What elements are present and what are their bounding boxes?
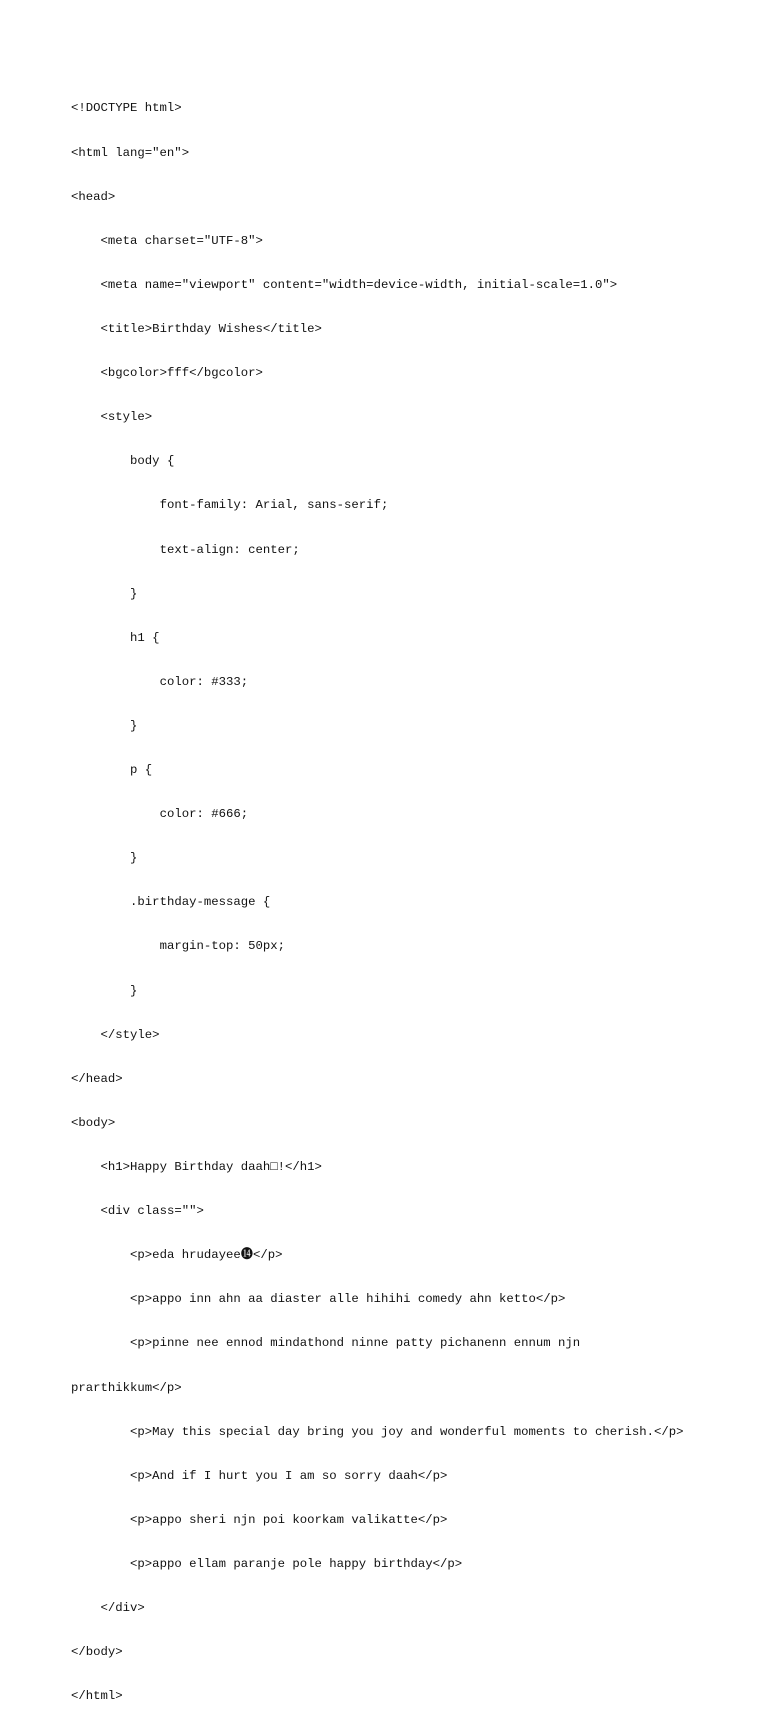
code-line: p { xyxy=(71,763,153,778)
code-line: } xyxy=(71,983,138,998)
code-line: h1 { xyxy=(71,630,160,645)
code-line: <p>eda hrudayee⓮</p> xyxy=(71,1248,283,1263)
html-code-text xyxy=(71,72,731,1733)
code-line: color: #333; xyxy=(71,674,249,689)
code-line: font-family: Arial, sans-serif; xyxy=(71,498,389,513)
code-line: .birthday-message { xyxy=(71,895,271,910)
code-line: </head> xyxy=(71,1071,123,1086)
code-line: } xyxy=(71,718,138,733)
code-line: <meta name="viewport" content="width=device-width, initial-scale=1.0"> xyxy=(71,277,618,292)
code-line: <head> xyxy=(71,189,116,204)
code-line: margin-top: 50px; xyxy=(71,939,286,954)
code-line: <body> xyxy=(71,1115,116,1130)
code-line: <p>appo ellam paranje pole happy birthday</p> xyxy=(71,1557,463,1572)
code-line: </html> xyxy=(71,1689,123,1704)
code-line: color: #666; xyxy=(71,807,249,822)
code-line: } xyxy=(71,586,138,601)
code-line: <style> xyxy=(71,410,153,425)
code-line: prarthikkum</p> xyxy=(71,1380,182,1395)
code-line: </div> xyxy=(71,1601,145,1616)
code-line: <p>appo sheri njn poi koorkam valikatte</p> xyxy=(71,1512,448,1527)
code-line: <html lang="en"> xyxy=(71,145,190,160)
code-line: <p>pinne nee ennod mindathond ninne patty pichanenn ennum njn xyxy=(71,1336,581,1351)
code-line: <p>May this special day bring you joy and wonderful moments to cherish.</p> xyxy=(71,1424,684,1439)
code-line: <meta charset="UTF-8"> xyxy=(71,233,263,248)
code-line: <h1>Happy Birthday daah□!</h1> xyxy=(71,1160,322,1175)
code-line: <title>Birthday Wishes</title> xyxy=(71,321,322,336)
code-line: <p>And if I hurt you I am so sorry daah</p> xyxy=(71,1468,448,1483)
code-line: body { xyxy=(71,454,175,469)
code-line: </style> xyxy=(71,1027,160,1042)
code-line: } xyxy=(71,851,138,866)
code-line: <div class=""> xyxy=(71,1204,204,1219)
code-line: </body> xyxy=(71,1645,123,1660)
code-line: <bgcolor>fff</bgcolor> xyxy=(71,366,263,381)
code-line: <p>appo inn ahn aa diaster alle hihihi comedy ahn ketto</p> xyxy=(71,1292,566,1307)
code-line: text-align: center; xyxy=(71,542,300,557)
code-line: <!DOCTYPE html> xyxy=(71,101,182,116)
